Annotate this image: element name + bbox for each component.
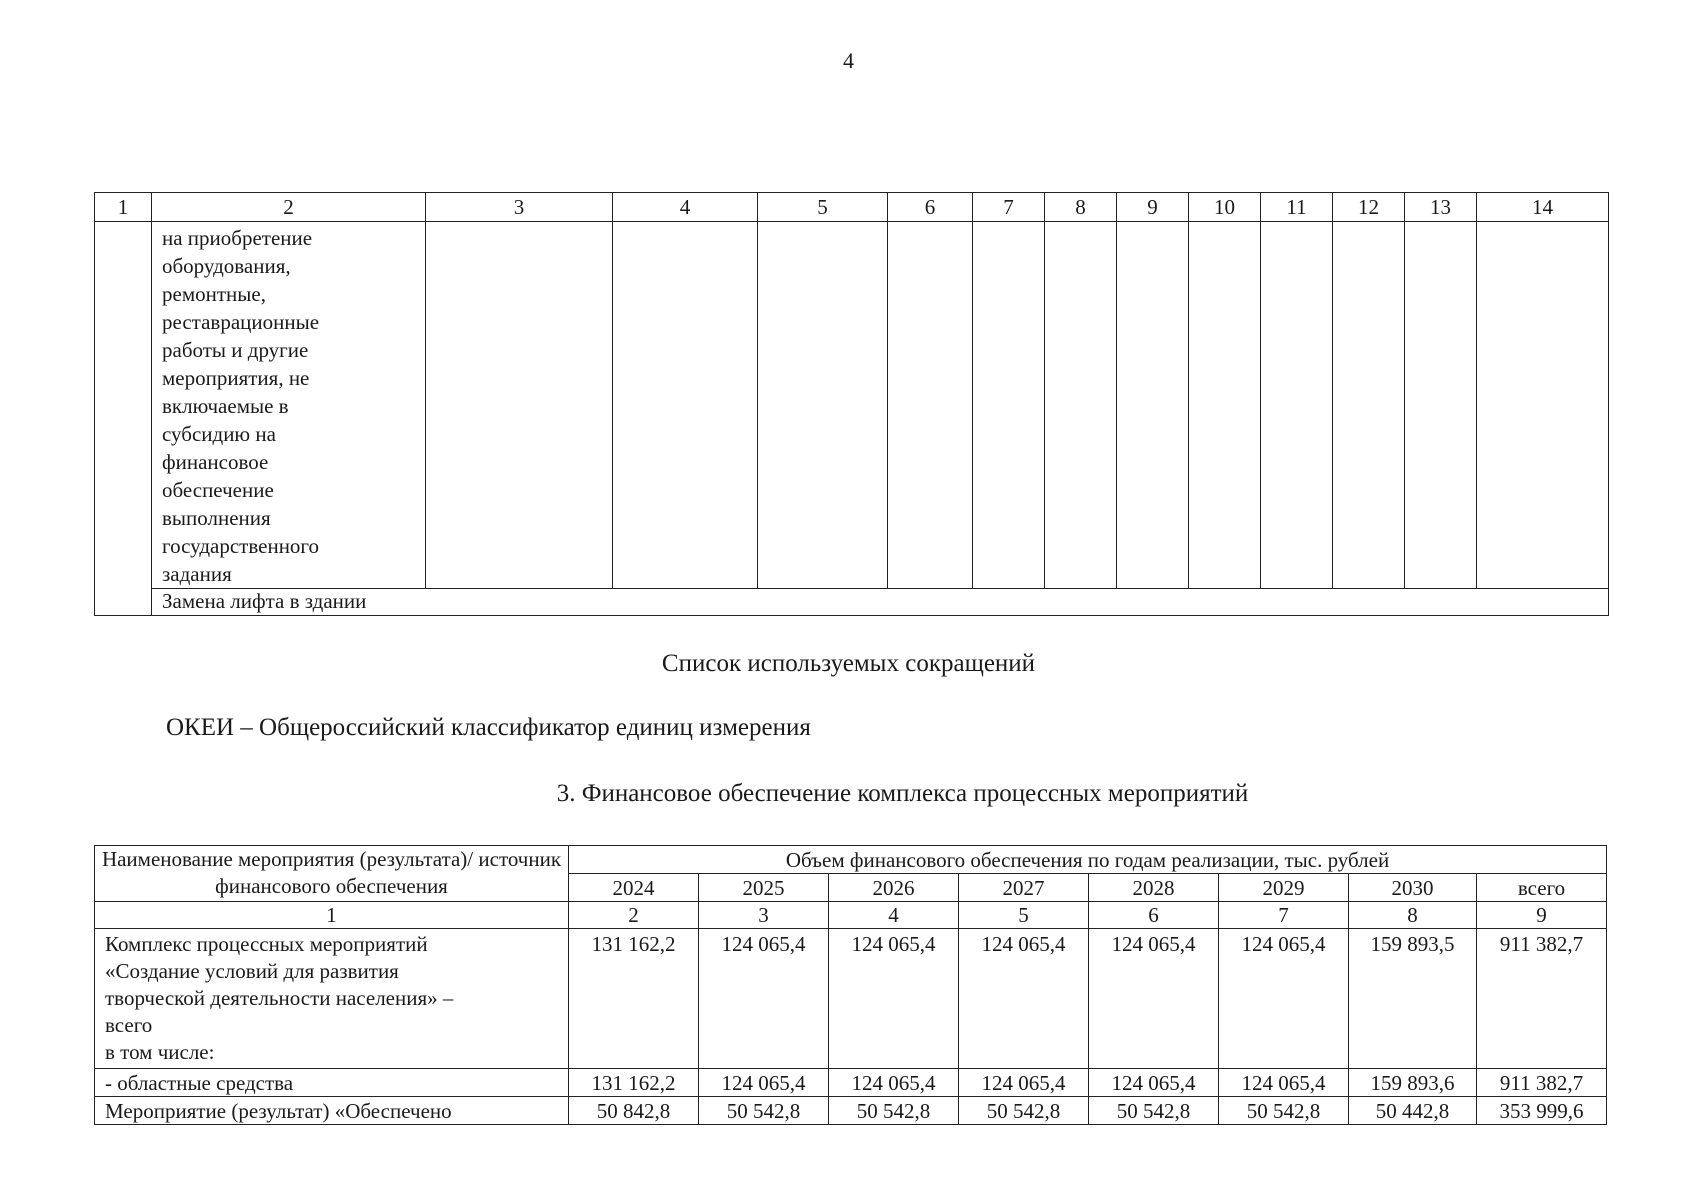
value-cell: 124 065,4 bbox=[959, 929, 1089, 1069]
section-title: 3. Финансовое обеспечение комплекса процессных мероприятий bbox=[556, 780, 1249, 807]
empty-cell bbox=[1117, 222, 1189, 589]
empty-cell bbox=[1405, 222, 1477, 589]
value-cell: 911 382,7 bbox=[1477, 1069, 1607, 1097]
abbreviations-title: Список используемых сокращений bbox=[661, 650, 1036, 677]
description-line: мероприятия, не bbox=[162, 366, 310, 390]
value-cell: 131 162,2 bbox=[569, 1069, 699, 1097]
column-number: 9 bbox=[1477, 902, 1607, 929]
row-name-line: в том числе: bbox=[105, 1040, 215, 1064]
description-line: включаемые в bbox=[162, 394, 289, 418]
value-cell: 124 065,4 bbox=[1219, 1069, 1349, 1097]
column-number: 5 bbox=[758, 193, 888, 222]
description-line: выполнения bbox=[162, 506, 271, 530]
value-cell: 50 542,8 bbox=[829, 1097, 959, 1125]
empty-cell bbox=[1189, 222, 1261, 589]
financing-table bbox=[94, 845, 1607, 1125]
table-row bbox=[95, 1069, 1607, 1097]
value-cell: 124 065,4 bbox=[699, 929, 829, 1069]
year-header: 2030 bbox=[1349, 874, 1477, 902]
value-cell: 159 893,6 bbox=[1349, 1069, 1477, 1097]
year-header: 2028 bbox=[1089, 874, 1219, 902]
column-number: 8 bbox=[1045, 193, 1117, 222]
empty-cell bbox=[1045, 222, 1117, 589]
value-cell: 124 065,4 bbox=[1219, 929, 1349, 1069]
activity-description bbox=[152, 222, 426, 589]
total-header: всего bbox=[1477, 874, 1607, 902]
value-cell: 124 065,4 bbox=[1089, 929, 1219, 1069]
row-name-line: всего bbox=[105, 1013, 153, 1037]
table-row bbox=[95, 1097, 1607, 1125]
column-number: 7 bbox=[973, 193, 1045, 222]
description-line: оборудования, bbox=[162, 254, 291, 278]
column-number: 3 bbox=[699, 902, 829, 929]
value-cell: 124 065,4 bbox=[829, 929, 959, 1069]
description-line: ремонтные, bbox=[162, 282, 266, 306]
page-number: 4 bbox=[843, 48, 854, 73]
empty-cell bbox=[613, 222, 758, 589]
value-cell: 131 162,2 bbox=[569, 929, 699, 1069]
column-number: 4 bbox=[613, 193, 758, 222]
empty-cell bbox=[758, 222, 888, 589]
table-header-row bbox=[95, 193, 1609, 222]
value-cell: 353 999,6 bbox=[1477, 1097, 1607, 1125]
value-cell: 50 542,8 bbox=[959, 1097, 1089, 1125]
column-number: 6 bbox=[888, 193, 973, 222]
lift-replacement-row: Замена лифта в здании bbox=[152, 589, 1609, 616]
description-line: обеспечение bbox=[162, 478, 274, 502]
value-cell: 124 065,4 bbox=[699, 1069, 829, 1097]
value-cell: 50 542,8 bbox=[1089, 1097, 1219, 1125]
column-number: 3 bbox=[426, 193, 613, 222]
value-cell: 124 065,4 bbox=[1089, 1069, 1219, 1097]
year-header: 2027 bbox=[959, 874, 1089, 902]
value-cell: 159 893,5 bbox=[1349, 929, 1477, 1069]
column-number: 8 bbox=[1349, 902, 1477, 929]
value-cell: 50 542,8 bbox=[1219, 1097, 1349, 1125]
column-number: 1 bbox=[95, 193, 152, 222]
row-name-line: творческой деятельности населения» – bbox=[105, 986, 454, 1010]
activities-table bbox=[94, 192, 1609, 616]
description-line: задания bbox=[162, 562, 232, 586]
empty-cell bbox=[95, 222, 152, 616]
column-number: 2 bbox=[569, 902, 699, 929]
row-name bbox=[95, 929, 569, 1069]
value-cell: 50 842,8 bbox=[569, 1097, 699, 1125]
table-row bbox=[95, 589, 1609, 616]
value-cell: 124 065,4 bbox=[829, 1069, 959, 1097]
column-numbers-row bbox=[95, 902, 1607, 929]
year-header: 2026 bbox=[829, 874, 959, 902]
description-line: реставрационные bbox=[162, 310, 320, 334]
abbreviation-okei: ОКЕИ – Общероссийский классификатор единиц измерения bbox=[166, 714, 811, 741]
description-line: государственного bbox=[162, 534, 320, 558]
empty-cell bbox=[1333, 222, 1405, 589]
column-number: 12 bbox=[1333, 193, 1405, 222]
table-row bbox=[95, 222, 1609, 589]
column-number: 9 bbox=[1117, 193, 1189, 222]
row-name-line: Комплекс процессных мероприятий bbox=[105, 932, 428, 956]
description-line: на приобретение bbox=[162, 226, 313, 250]
value-cell: 50 442,8 bbox=[1349, 1097, 1477, 1125]
year-header: 2025 bbox=[699, 874, 829, 902]
column-number: 10 bbox=[1189, 193, 1261, 222]
column-number: 2 bbox=[152, 193, 426, 222]
row-name: Мероприятие (результат) «Обеспечено bbox=[95, 1097, 569, 1125]
year-header: 2024 bbox=[569, 874, 699, 902]
value-cell: 50 542,8 bbox=[699, 1097, 829, 1125]
column-number: 5 bbox=[959, 902, 1089, 929]
empty-cell bbox=[888, 222, 973, 589]
funding-volume-header: Объем финансового обеспечения по годам реализации, тыс. рублей bbox=[569, 846, 1607, 874]
value-cell: 124 065,4 bbox=[959, 1069, 1089, 1097]
column-number: 1 bbox=[95, 902, 569, 929]
empty-cell bbox=[1477, 222, 1609, 589]
description-line: субсидию на bbox=[162, 422, 276, 446]
column-number: 13 bbox=[1405, 193, 1477, 222]
column-number: 7 bbox=[1219, 902, 1349, 929]
year-header: 2029 bbox=[1219, 874, 1349, 902]
empty-cell bbox=[973, 222, 1045, 589]
row-name-line: «Создание условий для развития bbox=[105, 959, 399, 983]
empty-cell bbox=[426, 222, 613, 589]
empty-cell bbox=[1261, 222, 1333, 589]
column-number: 6 bbox=[1089, 902, 1219, 929]
column-number: 4 bbox=[829, 902, 959, 929]
name-source-header: Наименование мероприятия (результата)/ источник финансового обеспечения bbox=[95, 846, 569, 902]
value-cell: 911 382,7 bbox=[1477, 929, 1607, 1069]
row-name: - областные средства bbox=[95, 1069, 569, 1097]
table-header-row bbox=[95, 846, 1607, 874]
description-line: финансовое bbox=[162, 450, 269, 474]
description-line: работы и другие bbox=[162, 338, 309, 362]
column-number: 11 bbox=[1261, 193, 1333, 222]
column-number: 14 bbox=[1477, 193, 1609, 222]
table-row bbox=[95, 929, 1607, 1069]
